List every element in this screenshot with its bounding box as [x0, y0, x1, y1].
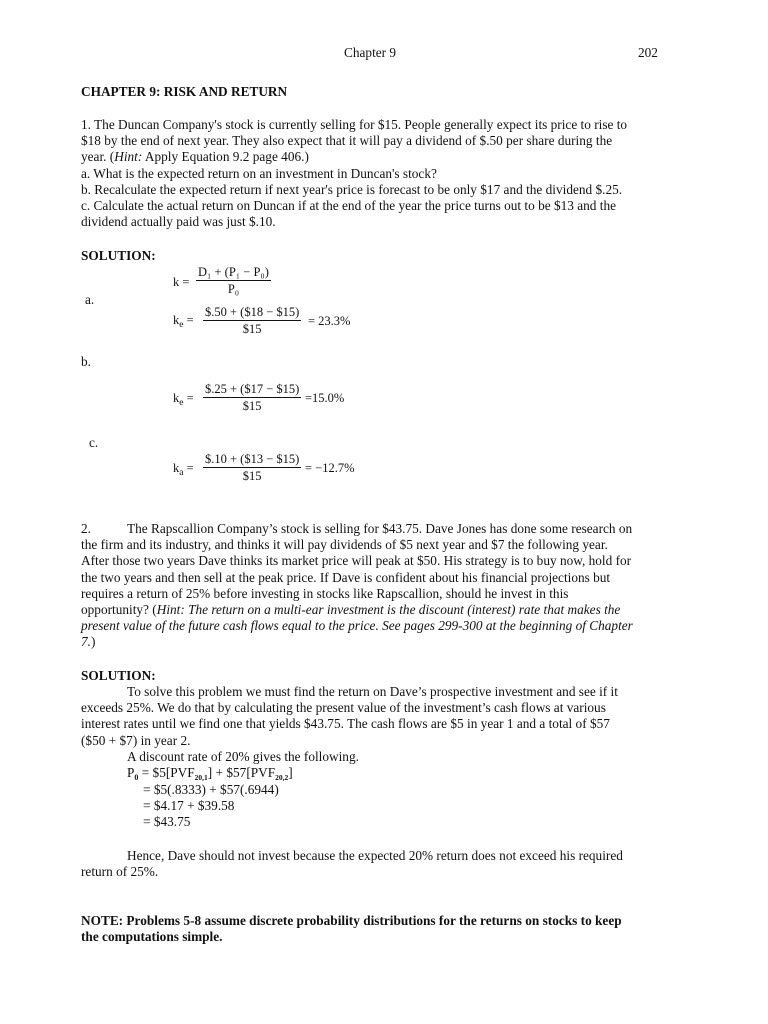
note-line: NOTE: Problems 5-8 assume discrete probability distributions for the returns on stocks to keep — [81, 913, 622, 928]
discount-rate-line: A discount rate of 20% gives the following. — [127, 749, 359, 764]
solution-2-line: ($50 + $7) in year 2. — [81, 732, 191, 748]
note — [81, 913, 661, 945]
problem-1-line: year. (Hint: Apply Equation 9.2 page 406.) — [81, 149, 309, 165]
problem-1-line: $18 by the end of next year. They also expect that it will pay a dividend of $.50 per share during the — [81, 133, 613, 149]
part-a-denominator: $15 — [242, 322, 262, 336]
calculation-step: = $5(.8333) + $57(.6944) — [143, 782, 279, 797]
problem-2-line: requires a return of 25% before investing in stocks like Rapscallion, should he invest in this — [81, 585, 569, 601]
present-value-equation: $P_0$ = $\$5[PVF_{20,1}]$ + $\$57[PVF_{20,2}]$ — [127, 765, 293, 782]
note-line: the computations simple. — [81, 929, 223, 945]
problem-1-part-c: dividend actually paid was just $.10. — [81, 214, 276, 230]
part-a-fraction — [203, 305, 301, 336]
part-c-lhs: $k_a$ = — [173, 461, 194, 478]
problem-1-line: 1. The Duncan Company's stock is currently selling for $15. People generally expect its price to rise to — [81, 117, 628, 132]
problem-2-line: the two years and then sell at the peak price. If Dave is confident about his financial projections but — [81, 569, 611, 585]
solution-2-heading: SOLUTION: — [81, 668, 156, 683]
part-a-label: a. — [85, 292, 95, 307]
part-c-fraction — [203, 452, 301, 483]
part-a-numerator: $.50 + ($18 − $15) — [205, 305, 300, 319]
part-c-label: c. — [89, 435, 99, 450]
part-b-result: =15.0% — [305, 391, 345, 405]
problem-2-hint: Hint: The return on a multi-ear investment is the discount (interest) rate that makes the — [156, 602, 621, 618]
general-formula-fraction — [196, 265, 271, 296]
part-a-result: = 23.3% — [308, 314, 351, 328]
general-formula-numerator: D₁ + (P₁ − P₀) — [198, 265, 269, 279]
part-c-denominator: $15 — [242, 469, 262, 483]
problem-1-part-a: a. What is the expected return on an investment in Duncan's stock? — [81, 165, 437, 181]
solution-1-heading: SOLUTION: — [81, 248, 156, 263]
part-b-lhs: $k_e$ = — [173, 391, 194, 408]
part-a-lhs: $k_e$ = — [173, 313, 194, 330]
problem-2-line: opportunity? (Hint: The return on a multi-ear investment is the discount (interest) rate that makes the — [81, 602, 621, 618]
part-b-label: b. — [81, 354, 91, 369]
running-header-chapter: Chapter 9 — [344, 45, 397, 60]
general-formula-denominator: P₀ — [227, 282, 240, 296]
solution-2-explanation — [81, 684, 661, 749]
solution-2-line: To solve this problem we must find the return on Dave’s prospective investment and see if it — [127, 684, 618, 699]
problem-2-hint: present value of the future cash flows equal to the price. See pages 299-300 at the beginning of Chapter — [81, 618, 633, 634]
problem-1-part-b: b. Recalculate the expected return if next year's price is forecast to be only $17 and the dividend $.25. — [81, 181, 623, 197]
conclusion-line: Hence, Dave should not invest because the expected 20% return does not exceed his required — [127, 848, 623, 863]
problem-2 — [81, 521, 661, 651]
problem-2-line: After those two years Dave thinks its market price will peak at $50. His strategy is to buy now, hold for — [81, 553, 632, 569]
page-number: 202 — [638, 45, 658, 60]
general-formula-lhs: k = — [173, 275, 190, 289]
calculation-step: = $4.17 + $39.58 — [143, 798, 235, 813]
part-b-denominator: $15 — [242, 399, 262, 413]
part-c-result: = −12.7% — [305, 461, 355, 475]
hint-label: Hint: — [114, 149, 143, 165]
part-c-numerator: $.10 + ($13 − $15) — [205, 452, 300, 466]
problem-2-line: 2. The Rapscallion Company’s stock is selling for $43.75. Dave Jones has done some research on — [81, 521, 633, 536]
calculation-step: = $43.75 — [143, 814, 191, 829]
problem-1-part-c: c. Calculate the actual return on Duncan if at the end of the year the price turns out to be $13 and the — [81, 198, 616, 214]
chapter-title: CHAPTER 9: RISK AND RETURN — [81, 84, 288, 99]
solution-2-line: interest rates until we find one that yields $43.75. The cash flows are $5 in year 1 and a total of $57 — [81, 716, 610, 732]
part-b-fraction — [203, 382, 301, 413]
problem-2-line: the firm and its industry, and thinks it will pay dividends of $5 next year and $7 the following year. — [81, 537, 608, 553]
solution-2-conclusion — [81, 848, 661, 880]
problem-2-line: 7.) — [81, 634, 96, 650]
solution-2-line: exceeds 25%. We do that by calculating the present value of the investment’s cash flows at various — [81, 700, 606, 716]
conclusion-line: return of 25%. — [81, 864, 159, 880]
part-b-numerator: $.25 + ($17 − $15) — [205, 382, 300, 396]
problem-1 — [81, 117, 661, 230]
problem-2-number: 2. — [81, 521, 91, 536]
